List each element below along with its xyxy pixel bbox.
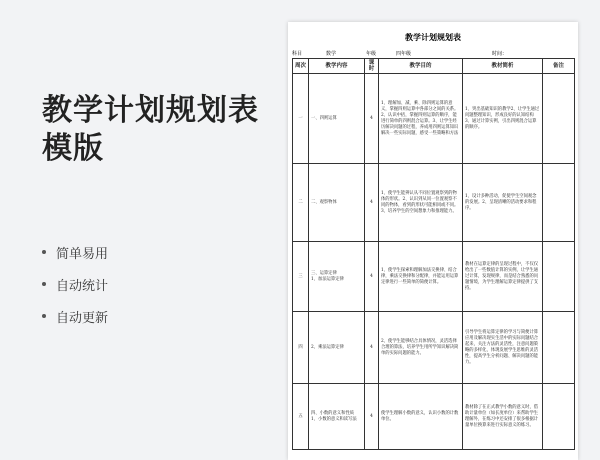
document-meta bbox=[288, 49, 578, 58]
analysis-cell: 教材除了在正式教学小数的意义时，借助计量单位（如长度单位）来帮助学生理解外，在练习中还安排了很多根据计量单位换算来进行实际意义的练习。 bbox=[463, 384, 543, 450]
header-analysis: 教材简析 bbox=[463, 59, 543, 74]
header-content: 教学内容 bbox=[309, 59, 365, 74]
note-cell bbox=[543, 312, 575, 384]
content-cell: 三、运算定律 1、加法运算定律 bbox=[309, 242, 365, 312]
week-cell: 五 bbox=[293, 384, 309, 450]
goal-cell: 1、理解加、减、乘、除四则运算的意义，掌握四则运算中各部分之间的关系。2、认识中括，掌握四则运算的顺序，能进行简单的四则混合运算。3、让学生经历解决问题的过程，养成用四则运算知识解决一些实际问题，感受一些策略和方法 bbox=[379, 74, 463, 164]
header-hours: 课时 bbox=[365, 59, 379, 74]
hours-cell: 4 bbox=[365, 312, 379, 384]
feature-item bbox=[42, 300, 108, 332]
subject-value: 数学 bbox=[326, 51, 337, 57]
feature-list bbox=[42, 236, 108, 332]
week-cell: 二 bbox=[293, 164, 309, 242]
grade-label: 年级 bbox=[366, 51, 377, 57]
feature-label: 简单易用 bbox=[56, 246, 109, 262]
header-goal: 教学目的 bbox=[379, 59, 463, 74]
goal-cell: 1、使学生探索和理解加法交换律、结合律，乘法交换律和分配律，并能运用运算定律进行一些简单的简便计算。 bbox=[379, 242, 463, 312]
time-label: 时间： bbox=[492, 51, 508, 57]
subject-label: 科目 bbox=[292, 51, 303, 57]
feature-label: 自动更新 bbox=[56, 310, 109, 326]
bullet-icon bbox=[42, 250, 46, 254]
table-row bbox=[293, 164, 575, 242]
plan-table bbox=[292, 58, 575, 450]
content-cell: 一、四则运算 bbox=[309, 74, 365, 164]
goal-cell: 2、使学生能够结合具体情况，灵活选择合理的算法，培养学生用所学知识解决简单的实际问题的能力。 bbox=[379, 312, 463, 384]
hours-cell: 4 bbox=[365, 242, 379, 312]
note-cell bbox=[543, 242, 575, 312]
hours-cell: 4 bbox=[365, 164, 379, 242]
table-row bbox=[293, 74, 575, 164]
analysis-cell: 引导学生将运算定律的学习与简便计算应用及解决现实生活中的实际问题结合起来，关注方法的灵活性，注意问题策略的多样化，体现发展学生思维的灵活性，提高学生分析问题、解决问题的能力。 bbox=[463, 312, 543, 384]
analysis-cell: 教材在运算定律的呈现过程中，不仅仅给出了一些数值计算的实例，让学生通过计算，发现规律，而是结合熟悉的问题情境，为学生理解运算定律提供了支持。 bbox=[463, 242, 543, 312]
hero-title: 教学计划规划表模版 bbox=[42, 93, 259, 166]
note-cell bbox=[543, 384, 575, 450]
analysis-cell: 1、设计多种活动，促使学生空间观念的发展。2、呈现清晰的活动要求和程序。 bbox=[463, 164, 543, 242]
feature-label: 自动统计 bbox=[56, 278, 109, 294]
table-header-row bbox=[293, 59, 575, 74]
grade-value: 四年级 bbox=[396, 51, 412, 57]
goal-cell: 1、使学生能辨认从不同位置观察到的物体的形状。2、认识到从同一位置观察不同的物体，看到的形状可能相同或不同。3、培养学生的空间想象力和推理能力。 bbox=[379, 164, 463, 242]
hours-cell: 4 bbox=[365, 384, 379, 450]
note-cell bbox=[543, 164, 575, 242]
feature-item bbox=[42, 268, 108, 300]
analysis-cell: 1、突出基础知识的教学2、让学生通过问题整理知识，形成良好的认知结构3、通过计算实例，引出四则混合运算的顺序。 bbox=[463, 74, 543, 164]
content-cell: 四、小数的意义和性质 1、小数的意义和读写法 bbox=[309, 384, 365, 450]
hours-cell: 4 bbox=[365, 74, 379, 164]
header-note: 备注 bbox=[543, 59, 575, 74]
bullet-icon bbox=[42, 314, 46, 318]
week-cell: 一 bbox=[293, 74, 309, 164]
table-row bbox=[293, 242, 575, 312]
document-preview bbox=[288, 22, 578, 460]
week-cell: 四 bbox=[293, 312, 309, 384]
content-cell: 2、乘法运算定律 bbox=[309, 312, 365, 384]
feature-item bbox=[42, 236, 108, 268]
bullet-icon bbox=[42, 282, 46, 286]
header-week: 周次 bbox=[293, 59, 309, 74]
goal-cell: 使学生理解小数的意义，认识小数的计数单位。 bbox=[379, 384, 463, 450]
week-cell: 三 bbox=[293, 242, 309, 312]
note-cell bbox=[543, 74, 575, 164]
document-title: 教学计划规划表 bbox=[405, 32, 461, 42]
table-row bbox=[293, 384, 575, 450]
table-row bbox=[293, 312, 575, 384]
content-cell: 二、观察物体 bbox=[309, 164, 365, 242]
